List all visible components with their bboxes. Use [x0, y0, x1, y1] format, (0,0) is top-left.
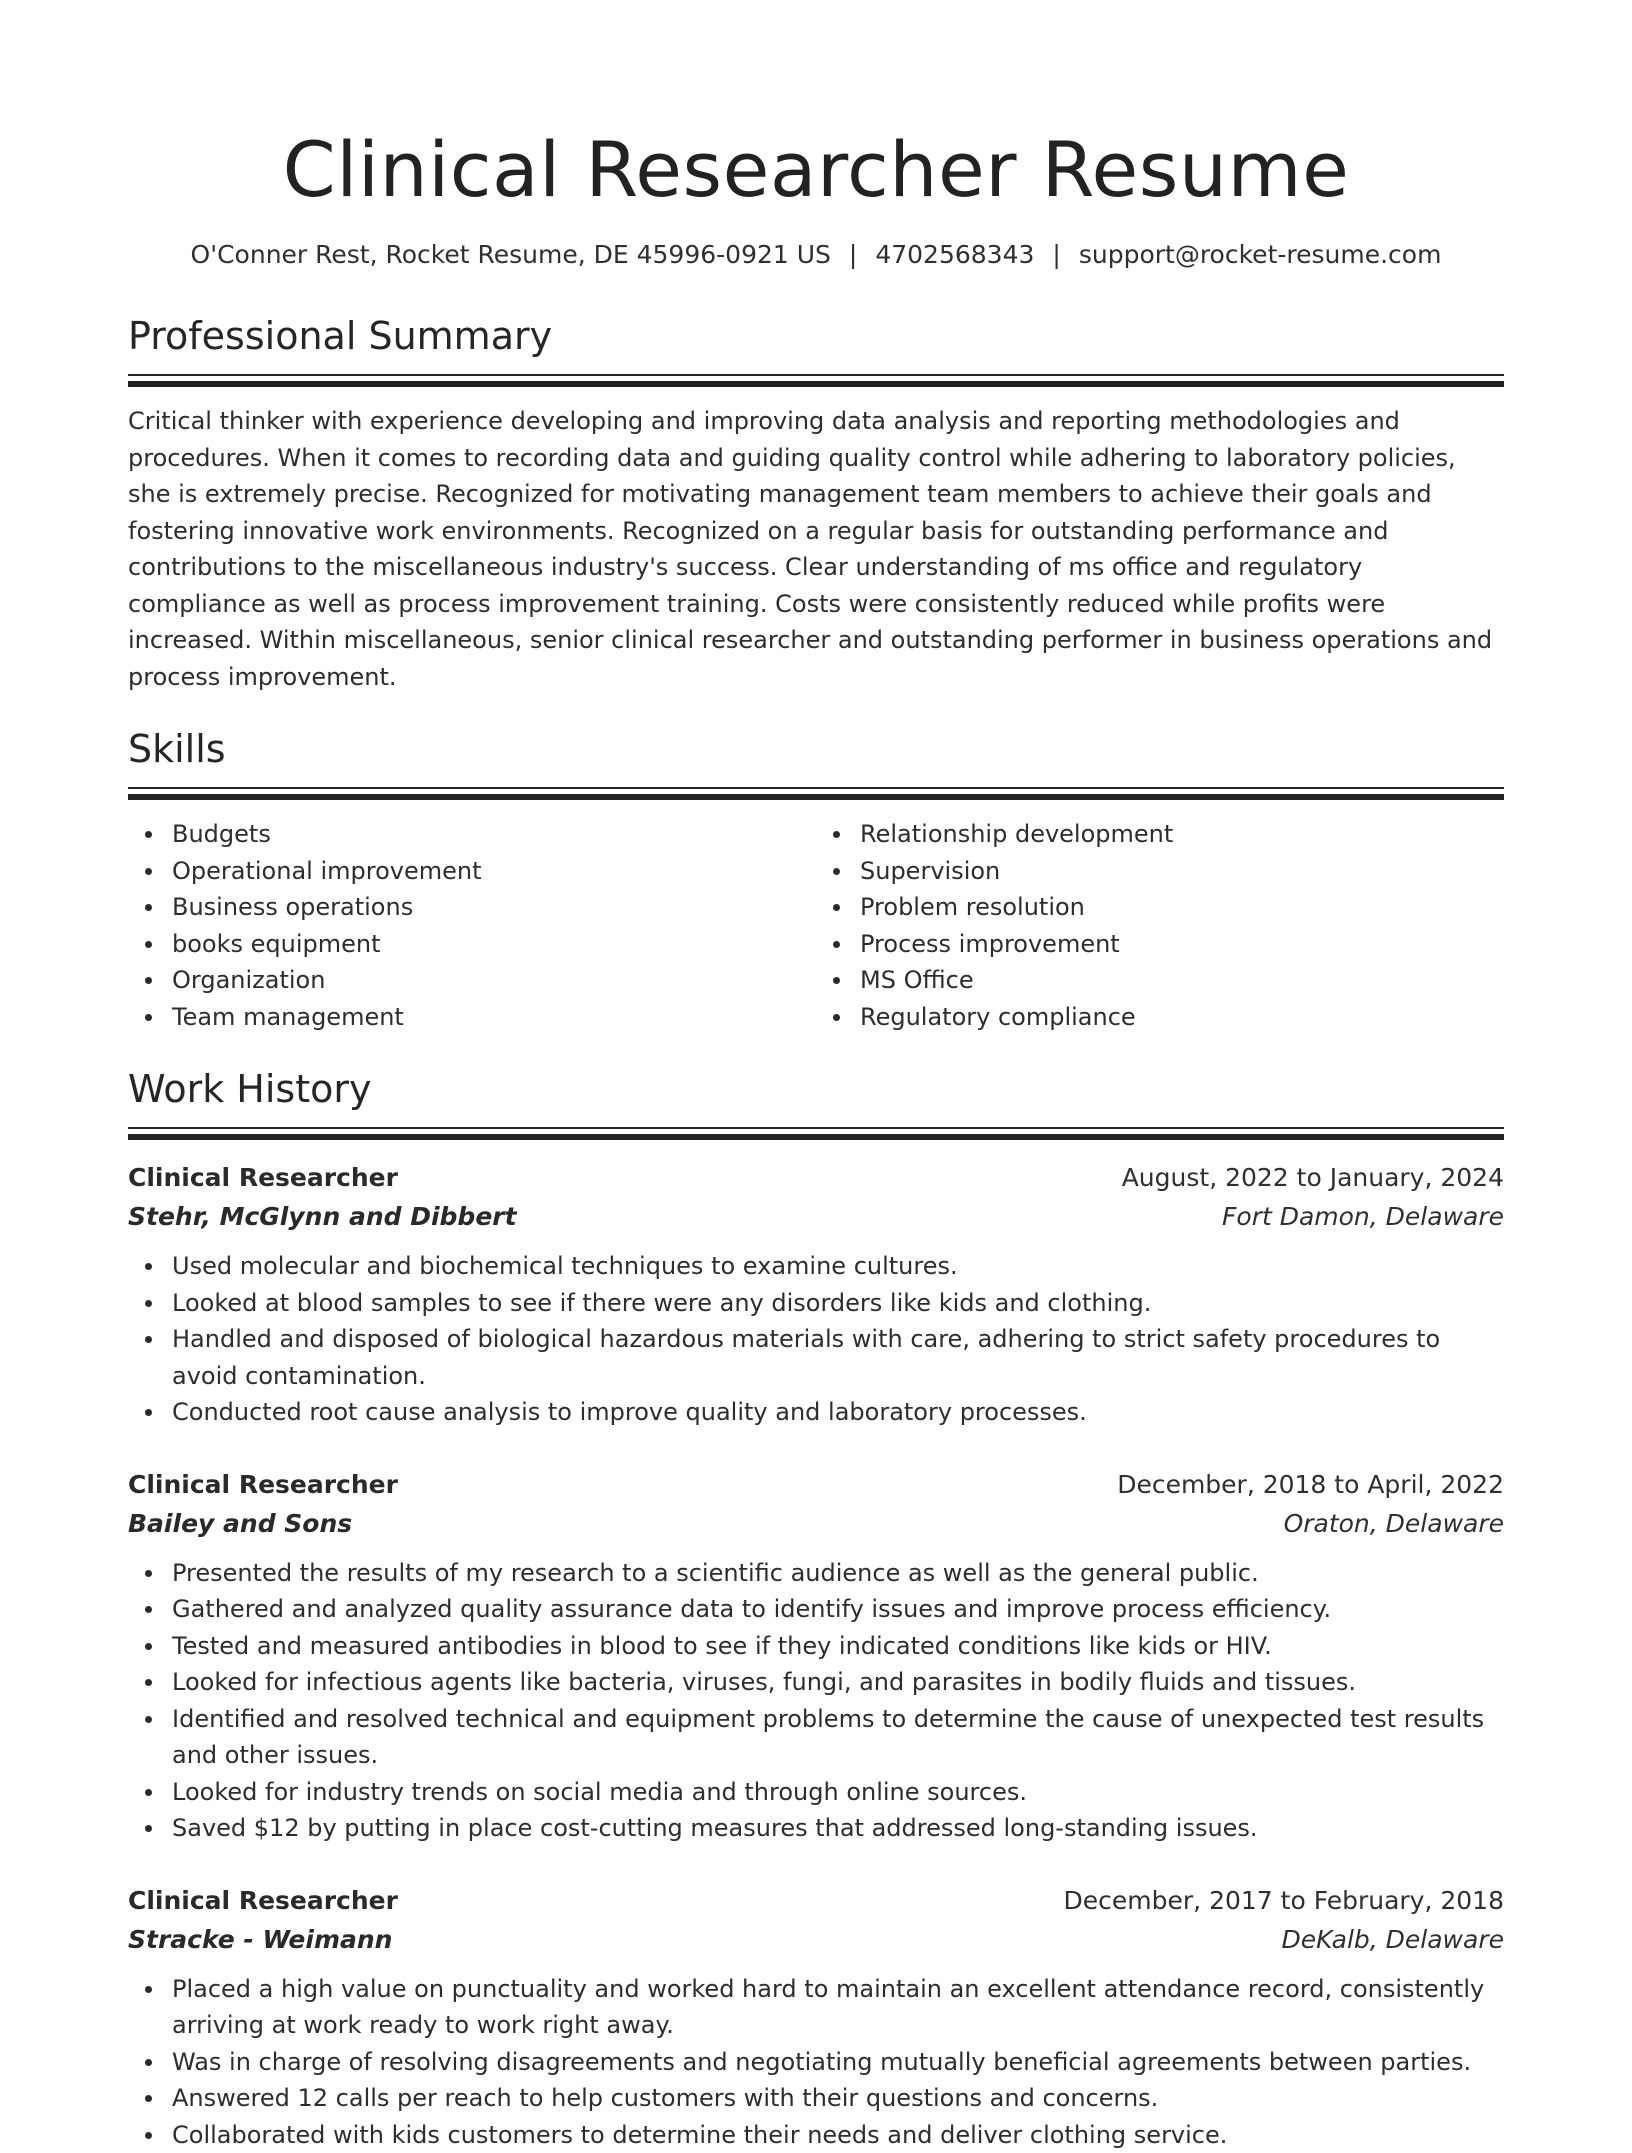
job-company: Stehr, McGlynn and Dibbert	[128, 1197, 517, 1236]
skill-item: books equipment	[172, 926, 816, 963]
job-bullet: Looked for infectious agents like bacteria, viruses, fungi, and parasites in bodily fluids and tissues.	[172, 1664, 1504, 1701]
skill-item: Supervision	[860, 853, 1504, 890]
job-title: Clinical Researcher	[128, 1881, 398, 1920]
job-bullet: Looked for industry trends on social media and through online sources.	[172, 1774, 1504, 1811]
job-bullets	[128, 1555, 1504, 1847]
job-bullets	[128, 1248, 1504, 1431]
skill-item: Problem resolution	[860, 889, 1504, 926]
job-header-row	[128, 1158, 1504, 1197]
summary-section	[128, 312, 1504, 695]
job-entry	[128, 1881, 1504, 2153]
work-history-heading: Work History	[128, 1065, 1504, 1113]
skill-item: Process improvement	[860, 926, 1504, 963]
job-title: Clinical Researcher	[128, 1158, 398, 1197]
skills-column-left	[128, 816, 816, 1035]
skills-grid	[128, 816, 1504, 1035]
skill-item: Business operations	[172, 889, 816, 926]
job-company: Bailey and Sons	[128, 1504, 352, 1543]
skill-item: Regulatory compliance	[860, 999, 1504, 1036]
skill-item: MS Office	[860, 962, 1504, 999]
job-bullet: Handled and disposed of biological hazardous materials with care, adhering to strict safety procedures to avoid contamination.	[172, 1321, 1504, 1394]
resume-title: Clinical Researcher Resume	[128, 120, 1504, 220]
job-title: Clinical Researcher	[128, 1465, 398, 1504]
job-bullet: Answered 12 calls per reach to help customers with their questions and concerns.	[172, 2080, 1504, 2117]
skills-section	[128, 725, 1504, 1035]
job-company-row	[128, 1920, 1504, 1959]
contact-phone: 4702568343	[875, 240, 1034, 269]
job-bullet: Gathered and analyzed quality assurance data to identify issues and improve process efficiency.	[172, 1591, 1504, 1628]
skill-item: Organization	[172, 962, 816, 999]
section-divider-thick	[128, 1134, 1504, 1140]
job-bullet: Looked at blood samples to see if there were any disorders like kids and clothing.	[172, 1285, 1504, 1322]
job-dates: December, 2018 to April, 2022	[1117, 1465, 1504, 1504]
section-divider	[128, 374, 1504, 376]
job-header-row	[128, 1465, 1504, 1504]
job-bullet: Presented the results of my research to a scientific audience as well as the general public.	[172, 1555, 1504, 1592]
section-divider-thick	[128, 381, 1504, 387]
contact-line	[128, 238, 1504, 272]
job-bullet: Placed a high value on punctuality and worked hard to maintain an excellent attendance record, consistently arriving at work ready to work right away.	[172, 1971, 1504, 2044]
job-header-row	[128, 1881, 1504, 1920]
job-entry	[128, 1158, 1504, 1431]
contact-address: O'Conner Rest, Rocket Resume, DE 45996-0921 US	[191, 240, 831, 269]
job-company-row	[128, 1197, 1504, 1236]
job-location: Fort Damon, Delaware	[1222, 1197, 1504, 1236]
job-bullet: Identified and resolved technical and equipment problems to determine the cause of unexpected test results and other issues.	[172, 1701, 1504, 1774]
job-location: Oraton, Delaware	[1284, 1504, 1504, 1543]
section-divider	[128, 1127, 1504, 1129]
skill-item: Team management	[172, 999, 816, 1036]
job-bullets	[128, 1971, 1504, 2153]
job-bullet: Collaborated with kids customers to determine their needs and deliver clothing service.	[172, 2117, 1504, 2153]
section-divider-thick	[128, 794, 1504, 800]
job-location: DeKalb, Delaware	[1282, 1920, 1505, 1959]
summary-text: Critical thinker with experience developing and improving data analysis and reporting methodologies and procedures. When it comes to recording data and guiding quality control while adhering to laboratory policies, she is extremely precise. Recognized for motivating management team members to achieve their goals and fostering innovative work environments. Recognized on a regular basis for outstanding performance and contributions to the miscellaneous industry's success. Clear understanding of ms office and regulatory compliance as well as process improvement training. Costs were consistently reduced while profits were increased. Within miscellaneous, senior clinical researcher and outstanding performer in business operations and process improvement.	[128, 403, 1504, 695]
contact-email: support@rocket-resume.com	[1079, 240, 1442, 269]
job-company: Stracke - Weimann	[128, 1920, 392, 1959]
skill-item: Budgets	[172, 816, 816, 853]
job-dates: August, 2022 to January, 2024	[1122, 1158, 1504, 1197]
skill-item: Relationship development	[860, 816, 1504, 853]
job-bullet: Was in charge of resolving disagreements and negotiating mutually beneficial agreements between parties.	[172, 2044, 1504, 2081]
job-bullet: Saved $12 by putting in place cost-cutting measures that addressed long-standing issues.	[172, 1810, 1504, 1847]
job-company-row	[128, 1504, 1504, 1543]
skills-column-right	[816, 816, 1504, 1035]
skill-item: Operational improvement	[172, 853, 816, 890]
job-bullet: Tested and measured antibodies in blood to see if they indicated conditions like kids or HIV.	[172, 1628, 1504, 1665]
contact-separator: |	[831, 240, 875, 269]
work-history-section	[128, 1065, 1504, 2153]
section-divider	[128, 787, 1504, 789]
job-dates: December, 2017 to February, 2018	[1064, 1881, 1504, 1920]
job-bullet: Used molecular and biochemical techniques to examine cultures.	[172, 1248, 1504, 1285]
job-bullet: Conducted root cause analysis to improve quality and laboratory processes.	[172, 1394, 1504, 1431]
skills-heading: Skills	[128, 725, 1504, 773]
contact-separator: |	[1034, 240, 1078, 269]
job-entry	[128, 1465, 1504, 1847]
summary-heading: Professional Summary	[128, 312, 1504, 360]
